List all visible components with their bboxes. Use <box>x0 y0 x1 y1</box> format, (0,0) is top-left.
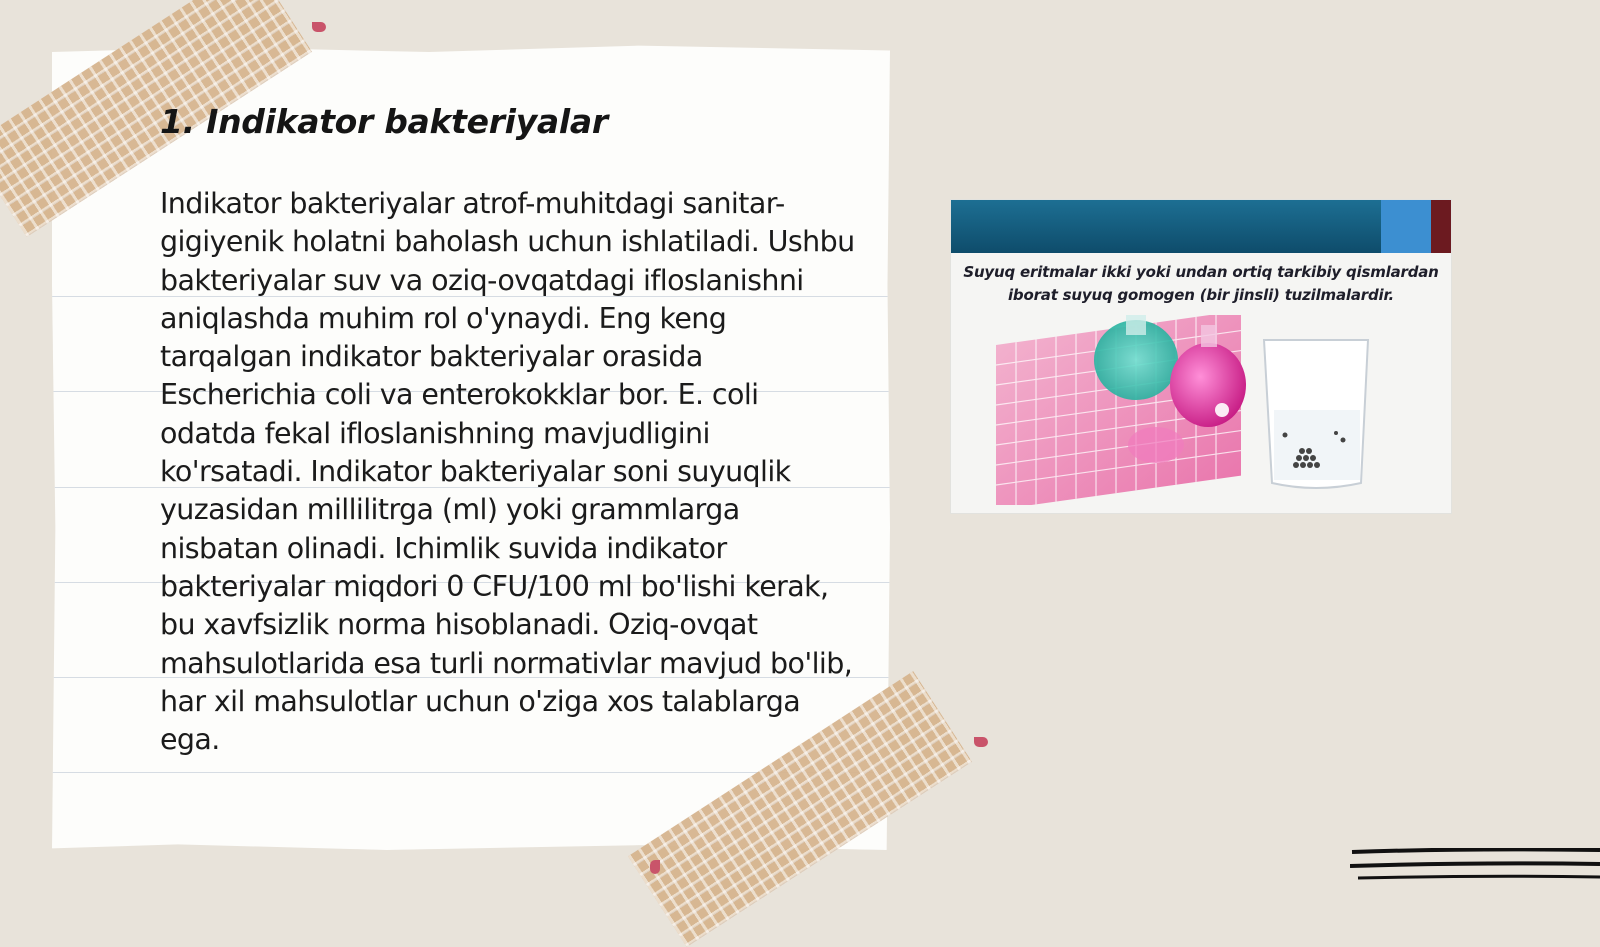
card-header-accent <box>1381 200 1431 253</box>
card-header-accent <box>1431 200 1451 253</box>
decorative-lines <box>1350 848 1600 893</box>
slide-title: 1. Indikator bakteriyalar <box>160 102 608 141</box>
image-caption: Suyuq eritmalar ikki yoki undan ortiq tarkibiy qismlardan iborat suyuq gomogen (bir jinsli) tuzilmalardir. <box>963 263 1439 304</box>
tape-pin-icon <box>312 22 326 32</box>
image-card <box>950 199 1452 514</box>
tape-pin-icon <box>650 860 660 874</box>
chemistry-flasks-icon <box>996 315 1406 505</box>
card-header-bar <box>951 200 1381 253</box>
tape-pin-icon <box>974 737 988 747</box>
slide-paragraph: Indikator bakteriyalar atrof-muhitdagi sanitar-gigiyenik holatni baholash uchun ishlatiladi. Ushbu bakteriyalar suv va oziq-ovqatdagi ifloslanishni aniqlashda muhim rol o'ynaydi. Eng keng tarqalgan indikator bakteriyalar orasida Escherichia coli va enterokokklar bor. E. coli odatda fekal ifloslanishning mavjudligini ko'rsatadi. Indikator bakteriyalar soni suyuqlik yuzasidan millilitrga (ml) yoki grammlarga nisbatan olinadi. Ichimlik suvida indikator bakteriyalar miqdori 0 CFU/100 ml bo'lishi kerak, bu xavfsizlik norma hisoblanadi. Oziq-ovqat mahsulotlarida esa turli normativlar mavjud bo'lib, har xil mahsulotlar uchun o'ziga xos talablarga ega. <box>160 187 855 757</box>
